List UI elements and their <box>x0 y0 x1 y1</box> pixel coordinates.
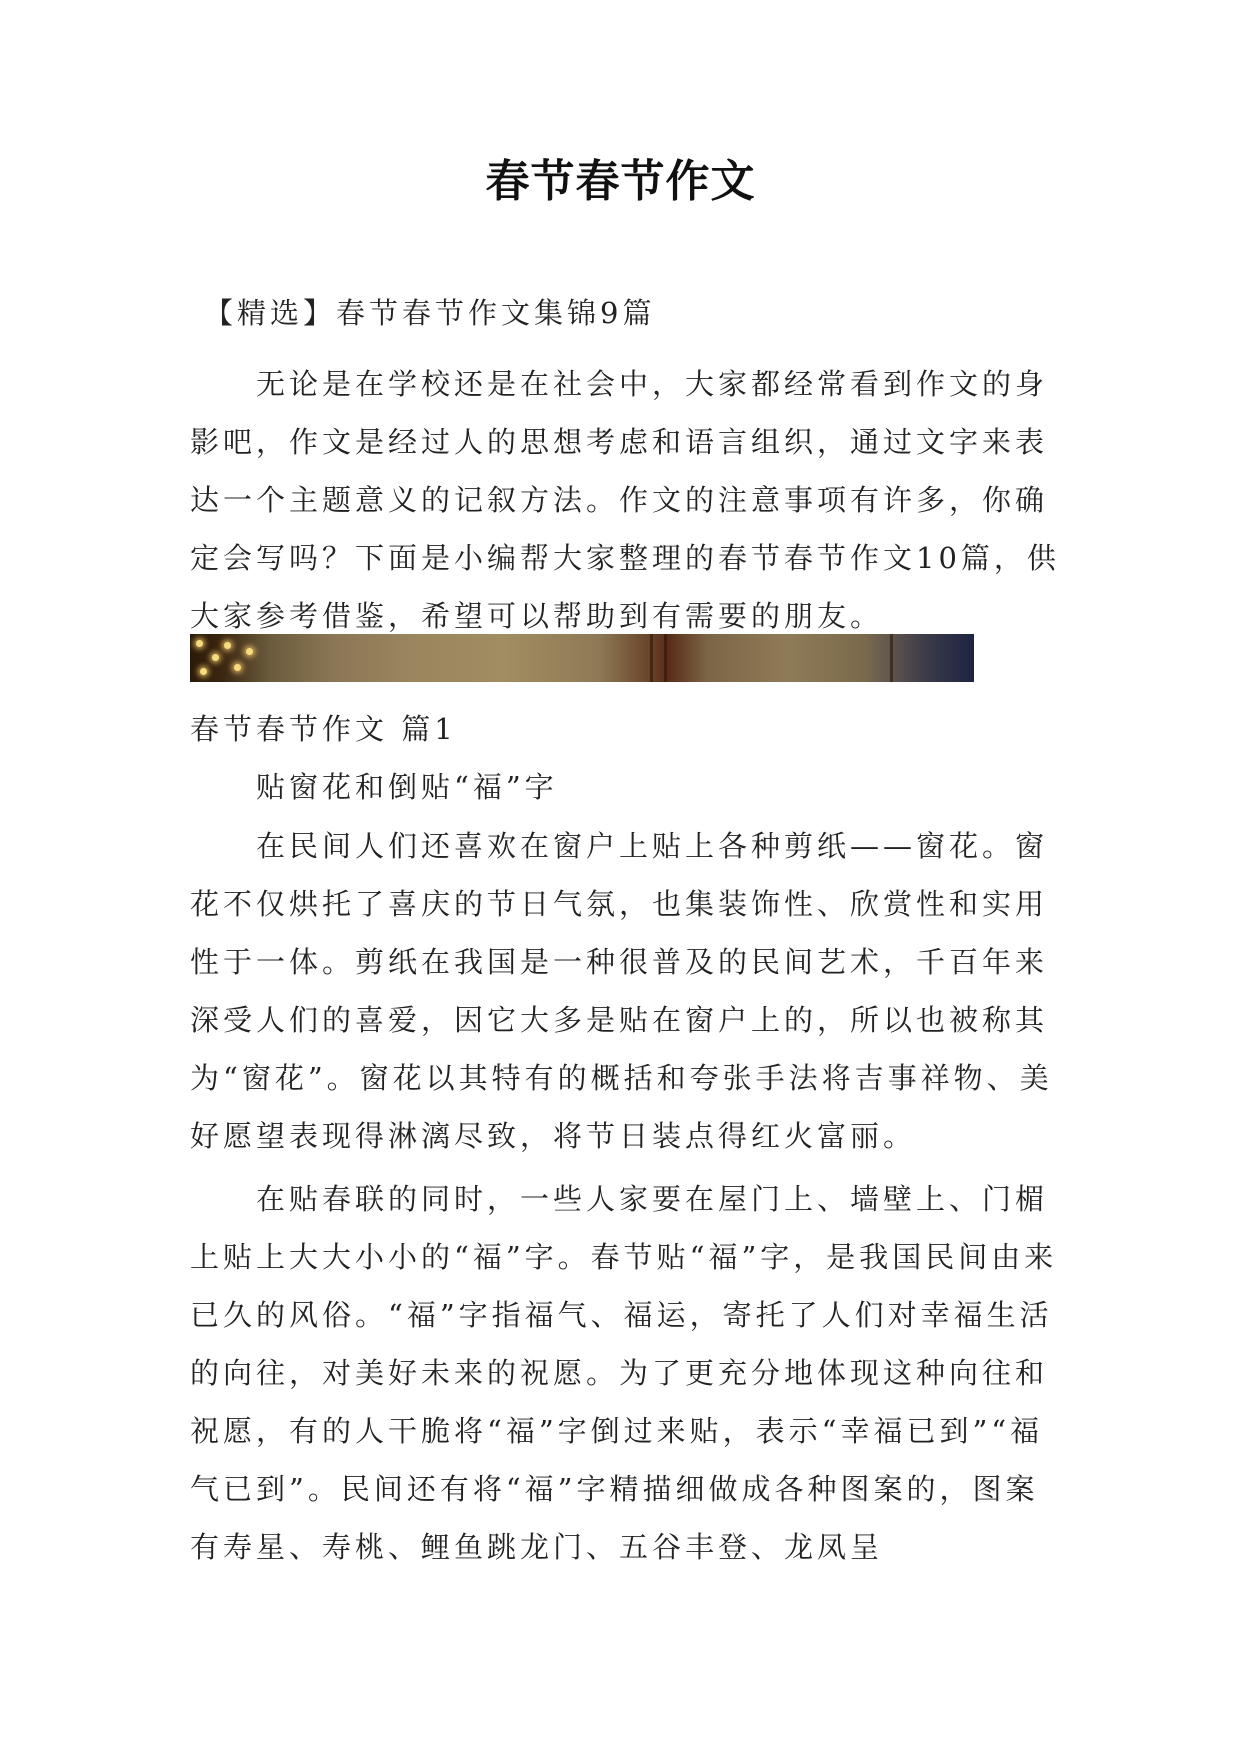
section-heading: 春节春节作文 篇1 <box>190 712 457 746</box>
lantern-light <box>196 640 203 647</box>
intro-paragraph: 无论是在学校还是在社会中，大家都经常看到作文的身影吧，作文是经过人的思想考虑和语言组织，通过文字来表达一个主题意义的记叙方法。作文的注意事项有许多，你确定会写吗？下面是小编帮大家整理的春节春节作文10篇，供大家参考借鉴，希望可以帮助到有需要的朋友。 <box>190 367 1060 633</box>
banner-beam <box>664 634 667 682</box>
body-paragraph: 在民间人们还喜欢在窗户上贴上各种剪纸——窗花。窗花不仅烘托了喜庆的节日气氛，也集装饰性、欣赏性和实用性于一体。剪纸在我国是一种很普及的民间艺术，千百年来深受人们的喜爱，因它大多是贴在窗户上的，所以也被称其为“窗花”。窗花以其特有的概括和夸张手法将吉事祥物、美好愿望表现得淋漓尽致，将节日装点得红火富丽。 <box>190 829 1053 1153</box>
body-paragraph: 在贴春联的同时，一些人家要在屋门上、墙壁上、门楣上贴上大大小小的“福”字。春节贴“福”字，是我国民间由来已久的风俗。“福”字指福气、福运，寄托了人们对幸福生活的向往，对美好未来的祝愿。为了更充分地体现这种向往和祝愿，有的人干脆将“福”字倒过来贴，表示“幸福已到”“福气已到”。民间还有将“福”字精描细做成各种图案的，图案有寿星、寿桃、鲤鱼跳龙门、五谷丰登、龙凤呈 <box>190 1182 1058 1564</box>
festival-banner-image <box>190 634 974 682</box>
lantern-light <box>224 642 231 649</box>
section-subtitle: 贴窗花和倒贴“福”字 <box>256 770 558 804</box>
lantern-light <box>212 654 219 661</box>
banner-beam <box>890 634 893 682</box>
banner-beam <box>650 634 653 682</box>
page-title: 春节春节作文 <box>485 156 756 207</box>
lantern-light <box>234 664 241 671</box>
lantern-light <box>200 668 207 675</box>
lantern-light <box>246 648 253 655</box>
document-subheading: 【精选】春节春节作文集锦9篇 <box>204 296 656 330</box>
